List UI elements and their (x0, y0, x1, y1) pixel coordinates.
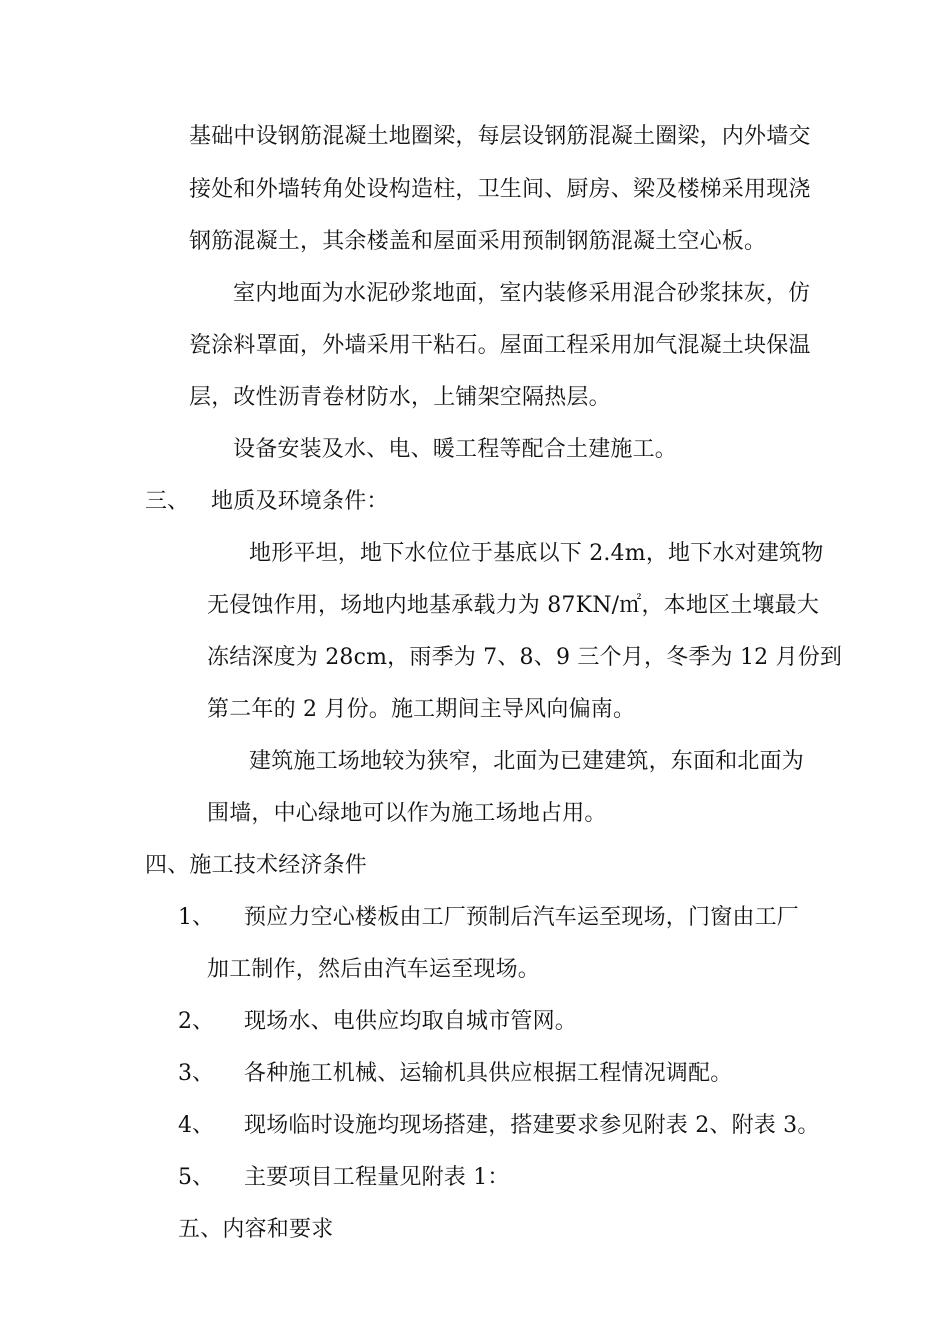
section-heading: 地质及环境条件： (211, 489, 389, 514)
paragraph-line: 接处和外墙转角处设构造柱，卫生间、厨房、梁及楼梯采用现浇 (189, 177, 811, 202)
paragraph-line: 室内地面为水泥砂浆地面，室内装修采用混合砂浆抹灰，仿 (233, 281, 811, 306)
paragraph-line: 无侵蚀作用，场地内地基承载力为 87KN/㎡，本地区土壤最大 (207, 593, 820, 618)
list-item-number: 4、 (178, 1113, 214, 1138)
paragraph-line: 瓷涂料罩面，外墙采用干粘石。屋面工程采用加气混凝土块保温 (189, 333, 811, 358)
section-heading: 四、施工技术经济条件 (145, 853, 368, 878)
list-item-number: 5、 (178, 1165, 214, 1190)
paragraph-line: 基础中设钢筋混凝土地圈梁，每层设钢筋混凝土圈梁，内外墙交 (189, 124, 811, 149)
list-item-text: 主要项目工程量见附表 1： (244, 1165, 510, 1190)
paragraph-line: 地形平坦，地下水位位于基底以下 2.4m，地下水对建筑物 (249, 541, 824, 566)
section-heading: 五、内容和要求 (178, 1217, 334, 1242)
paragraph-line: 第二年的 2 月份。施工期间主导风向偏南。 (207, 697, 636, 722)
list-item-number: 1、 (178, 905, 214, 930)
list-item-text: 各种施工机械、运输机具供应根据工程情况调配。 (244, 1061, 733, 1086)
list-item-text: 现场临时设施均现场搭建，搭建要求参见附表 2、附表 3。 (244, 1113, 820, 1138)
paragraph-line: 冻结深度为 28cm，雨季为 7、8、9 三个月，冬季为 12 月份到 (207, 645, 843, 670)
section-number: 三、 (145, 489, 190, 514)
paragraph-line: 围墙，中心绿地可以作为施工场地占用。 (207, 801, 607, 826)
paragraph-line: 设备安装及水、电、暖工程等配合土建施工。 (233, 437, 678, 462)
list-item-text: 现场水、电供应均取自城市管网。 (244, 1009, 578, 1034)
paragraph-line: 钢筋混凝土，其余楼盖和屋面采用预制钢筋混凝土空心板。 (189, 229, 767, 254)
list-item-text: 加工制作，然后由汽车运至现场。 (207, 957, 541, 982)
list-item-text: 预应力空心楼板由工厂预制后汽车运至现场，门窗由工厂 (244, 905, 800, 930)
paragraph-line: 建筑施工场地较为狭窄，北面为已建建筑，东面和北面为 (249, 749, 805, 774)
paragraph-line: 层，改性沥青卷材防水，上铺架空隔热层。 (189, 385, 611, 410)
list-item-number: 2、 (178, 1009, 214, 1034)
list-item-number: 3、 (178, 1061, 214, 1086)
